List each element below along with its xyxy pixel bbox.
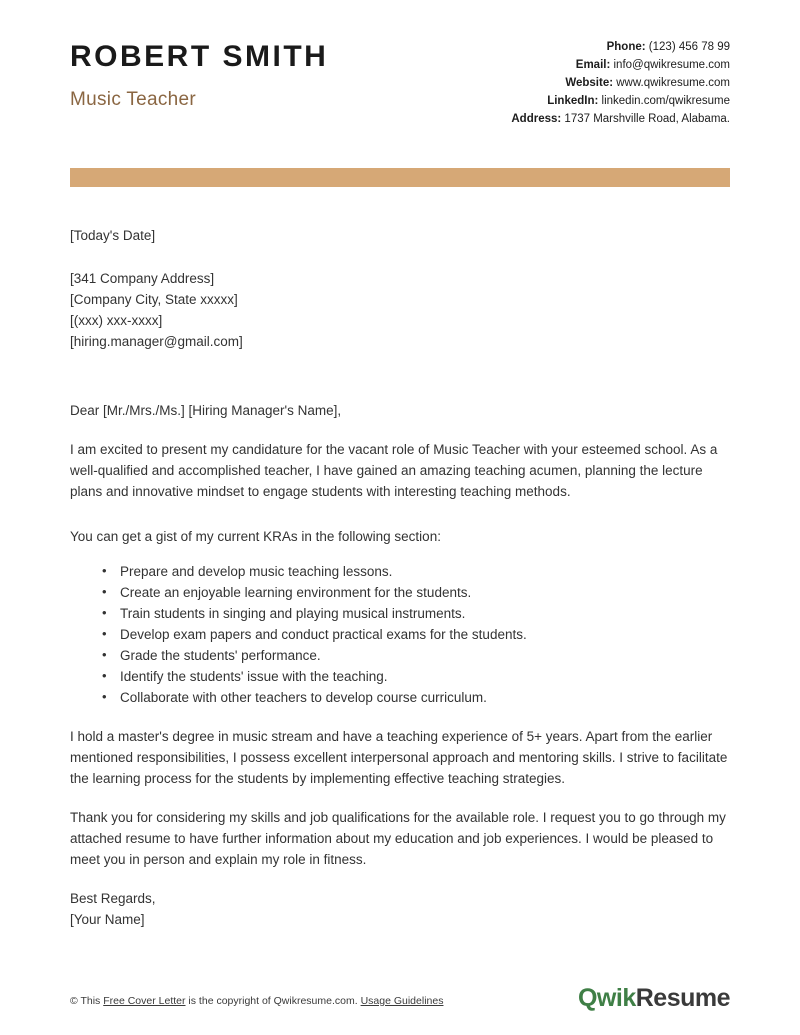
logo-resume-text: Resume [635, 984, 730, 1012]
job-title: Music Teacher [70, 89, 197, 110]
letter-body [70, 187, 730, 930]
recipient-line: [341 Company Address] [70, 271, 215, 286]
contact-phone-value: (123) 456 78 99 [648, 41, 730, 53]
footer-copyright [70, 995, 443, 1013]
list-item: • Collaborate with other teachers to develop course curriculum. [102, 687, 730, 708]
list-item: • Create an enjoyable learning environment for the students. [102, 582, 730, 603]
salutation: Dear [Mr./Mrs./Ms.] [Hiring Manager's Name], [70, 403, 342, 418]
signoff-name: [Your Name] [70, 912, 145, 927]
qualifications-paragraph: I hold a master's degree in music stream and have a teaching experience of 5+ years. Apart from the earlier mentioned responsibilities, I possess excellent interpersonal approach and mentoring skills. I strive to facilitate the learning process for the students by implementing effective teaching strategies. [70, 729, 728, 786]
letter-date: [Today's Date] [70, 228, 156, 243]
usage-guidelines-link[interactable]: Usage Guidelines [360, 995, 444, 1007]
list-item: • Grade the students' performance. [102, 645, 730, 666]
contact-block [511, 38, 730, 128]
signoff-block [70, 888, 730, 930]
responsibilities-list [70, 561, 730, 708]
name-block [70, 38, 328, 111]
contact-website-label: Website: [565, 77, 614, 89]
contact-linkedin-label: LinkedIn: [547, 95, 599, 107]
contact-phone [511, 38, 730, 56]
intro-paragraph: I am excited to present my candidature for the vacant role of Music Teacher with your esteemed school. As a well-qualified and accomplished teacher, I have gained an amazing teaching acumen, planning the lecture plans and innovative mindset to engage students with interesting teaching methods. [70, 442, 718, 499]
footer-copyright-middle: is the copyright of Qwikresume.com. [185, 995, 361, 1007]
contact-email-label: Email: [575, 59, 611, 71]
list-item: • Develop exam papers and conduct practical exams for the students. [102, 624, 730, 645]
free-cover-letter-link[interactable]: Free Cover Letter [103, 995, 186, 1007]
list-item: • Prepare and develop music teaching lessons. [102, 561, 730, 582]
contact-address-value: 1737 Marshville Road, Alabama. [564, 113, 730, 125]
contact-phone-label: Phone: [606, 41, 646, 53]
footer-copyright-prefix: © This [70, 995, 104, 1007]
recipient-line: [hiring.manager@gmail.com] [70, 334, 243, 349]
list-item: • Identify the students' issue with the teaching. [102, 666, 730, 687]
kra-intro-line: You can get a gist of my current KRAs in the following section: [70, 529, 441, 544]
contact-linkedin [511, 92, 730, 110]
contact-email [511, 56, 730, 74]
list-item: • Train students in singing and playing musical instruments. [102, 603, 730, 624]
signoff-regards: Best Regards, [70, 891, 156, 906]
contact-website-link[interactable]: www.qwikresume.com [616, 77, 730, 89]
contact-linkedin-value: linkedin.com/qwikresume [601, 95, 730, 107]
contact-address [511, 110, 730, 128]
page-footer [0, 984, 800, 1013]
recipient-line: [Company City, State xxxxx] [70, 292, 238, 307]
contact-address-label: Address: [511, 113, 562, 125]
applicant-name: ROBERT SMITH [70, 40, 329, 73]
contact-website [511, 74, 730, 92]
closing-paragraph: Thank you for considering my skills and job qualifications for the available role. I request you to go through my attached resume to have further information about my education and job experiences. I would be pleased to meet you in person and explain my role in fitness. [70, 810, 726, 867]
accent-divider-bar [70, 168, 730, 187]
qwikresume-logo [578, 984, 730, 1013]
recipient-line: [(xxx) xxx-xxxx] [70, 313, 163, 328]
logo-qwik-text: Qwik [577, 984, 636, 1012]
contact-email-value: info@qwikresume.com [613, 59, 730, 71]
recipient-address-block [70, 268, 730, 352]
letter-header [70, 0, 730, 128]
